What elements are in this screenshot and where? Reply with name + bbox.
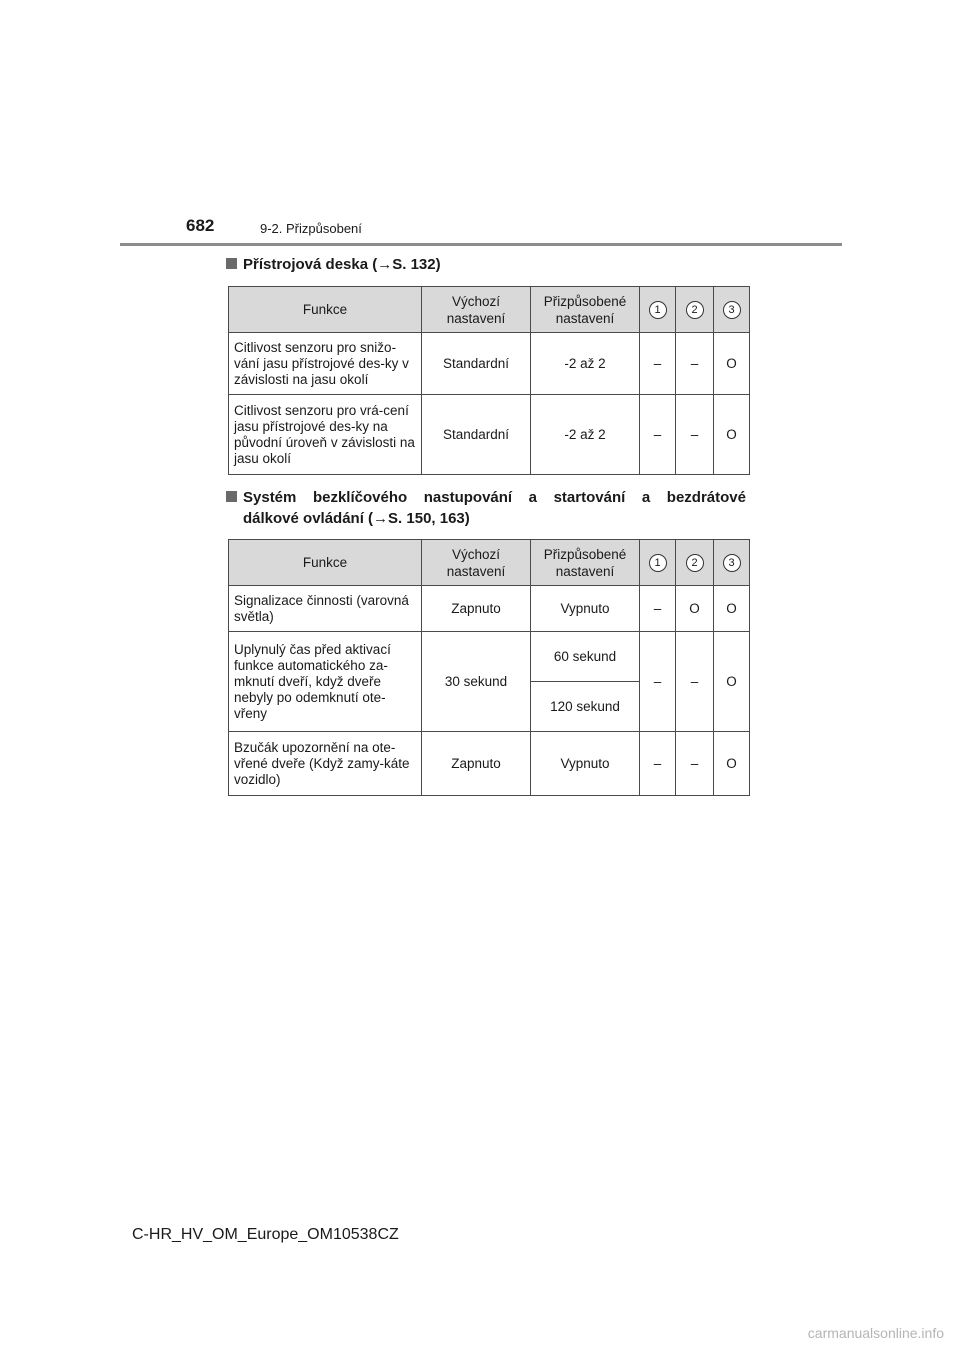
default-cell: Standardní	[422, 395, 531, 475]
mark-cell: –	[676, 333, 714, 395]
mark-cell: O	[714, 632, 750, 732]
column-header: Přizpůsobené nastavení	[531, 287, 640, 333]
section1-title: Přístrojová deska (→S. 132)	[243, 256, 441, 273]
circled-number-icon: 2	[686, 301, 704, 319]
column-header	[714, 540, 750, 586]
default-cell: 30 sekund	[422, 632, 531, 732]
table-row	[229, 586, 750, 632]
table-row	[229, 632, 750, 682]
circled-number-icon: 1	[649, 301, 667, 319]
column-header: Funkce	[229, 540, 422, 586]
circled-number-icon: 2	[686, 554, 704, 572]
default-cell: Zapnuto	[422, 586, 531, 632]
document-id: C-HR_HV_OM_Europe_OM10538CZ	[132, 1226, 399, 1243]
mark-cell: O	[714, 732, 750, 796]
function-cell: Uplynulý čas před aktivací funkce automatického za-mknutí dveří, když dveře nebyly po odemknutí ote-vřeny	[229, 632, 422, 732]
function-cell: Citlivost senzoru pro snižo-vání jasu přístrojové des-ky v závislosti na jasu okolí	[229, 333, 422, 395]
column-header: Funkce	[229, 287, 422, 333]
custom-cell: -2 až 2	[531, 395, 640, 475]
custom-cell: 120 sekund	[531, 682, 640, 732]
circled-number-icon: 1	[649, 554, 667, 572]
section2-table	[228, 539, 750, 796]
section1-heading	[226, 253, 441, 276]
mark-cell: –	[640, 586, 676, 632]
column-header: Výchozí nastavení	[422, 540, 531, 586]
mark-cell: –	[676, 632, 714, 732]
mark-cell: –	[640, 333, 676, 395]
mark-cell: –	[640, 632, 676, 732]
section2-heading	[226, 486, 746, 509]
mark-cell: O	[714, 586, 750, 632]
column-header	[640, 540, 676, 586]
square-bullet-icon	[226, 491, 237, 502]
mark-cell: –	[676, 395, 714, 475]
mark-cell: O	[676, 586, 714, 632]
column-header: Výchozí nastavení	[422, 287, 531, 333]
column-header	[676, 287, 714, 333]
column-header: Přizpůsobené nastavení	[531, 540, 640, 586]
mark-cell: –	[640, 732, 676, 796]
section2-title-line2: dálkové ovládání (→S. 150, 163)	[243, 510, 470, 527]
custom-cell: 60 sekund	[531, 632, 640, 682]
table-header-row	[229, 287, 750, 333]
mark-cell: O	[714, 333, 750, 395]
function-cell: Signalizace činnosti (varovná světla)	[229, 586, 422, 632]
table-row	[229, 395, 750, 475]
custom-cell: -2 až 2	[531, 333, 640, 395]
header-divider	[120, 243, 842, 246]
column-header	[676, 540, 714, 586]
square-bullet-icon	[226, 258, 237, 269]
column-header	[714, 287, 750, 333]
watermark: carmanualsonline.info	[807, 1325, 944, 1341]
page-number: 682	[186, 216, 215, 235]
section1-table	[228, 286, 750, 475]
section2-title-line1: Systém bezklíčového nastupování a startování a bezdrátové	[243, 489, 746, 506]
function-cell: Citlivost senzoru pro vrá-cení jasu přístrojové des-ky na původní úroveň v závislosti na jasu okolí	[229, 395, 422, 475]
section-title: 9-2. Přizpůsobení	[260, 221, 362, 236]
circled-number-icon: 3	[723, 554, 741, 572]
table-header-row	[229, 540, 750, 586]
circled-number-icon: 3	[723, 301, 741, 319]
custom-cell: Vypnuto	[531, 586, 640, 632]
mark-cell: –	[676, 732, 714, 796]
default-cell: Zapnuto	[422, 732, 531, 796]
function-cell: Bzučák upozornění na ote-vřené dveře (Když zamy-káte vozidlo)	[229, 732, 422, 796]
mark-cell: –	[640, 395, 676, 475]
custom-cell: Vypnuto	[531, 732, 640, 796]
column-header	[640, 287, 676, 333]
table-row	[229, 333, 750, 395]
default-cell: Standardní	[422, 333, 531, 395]
mark-cell: O	[714, 395, 750, 475]
table-row	[229, 732, 750, 796]
